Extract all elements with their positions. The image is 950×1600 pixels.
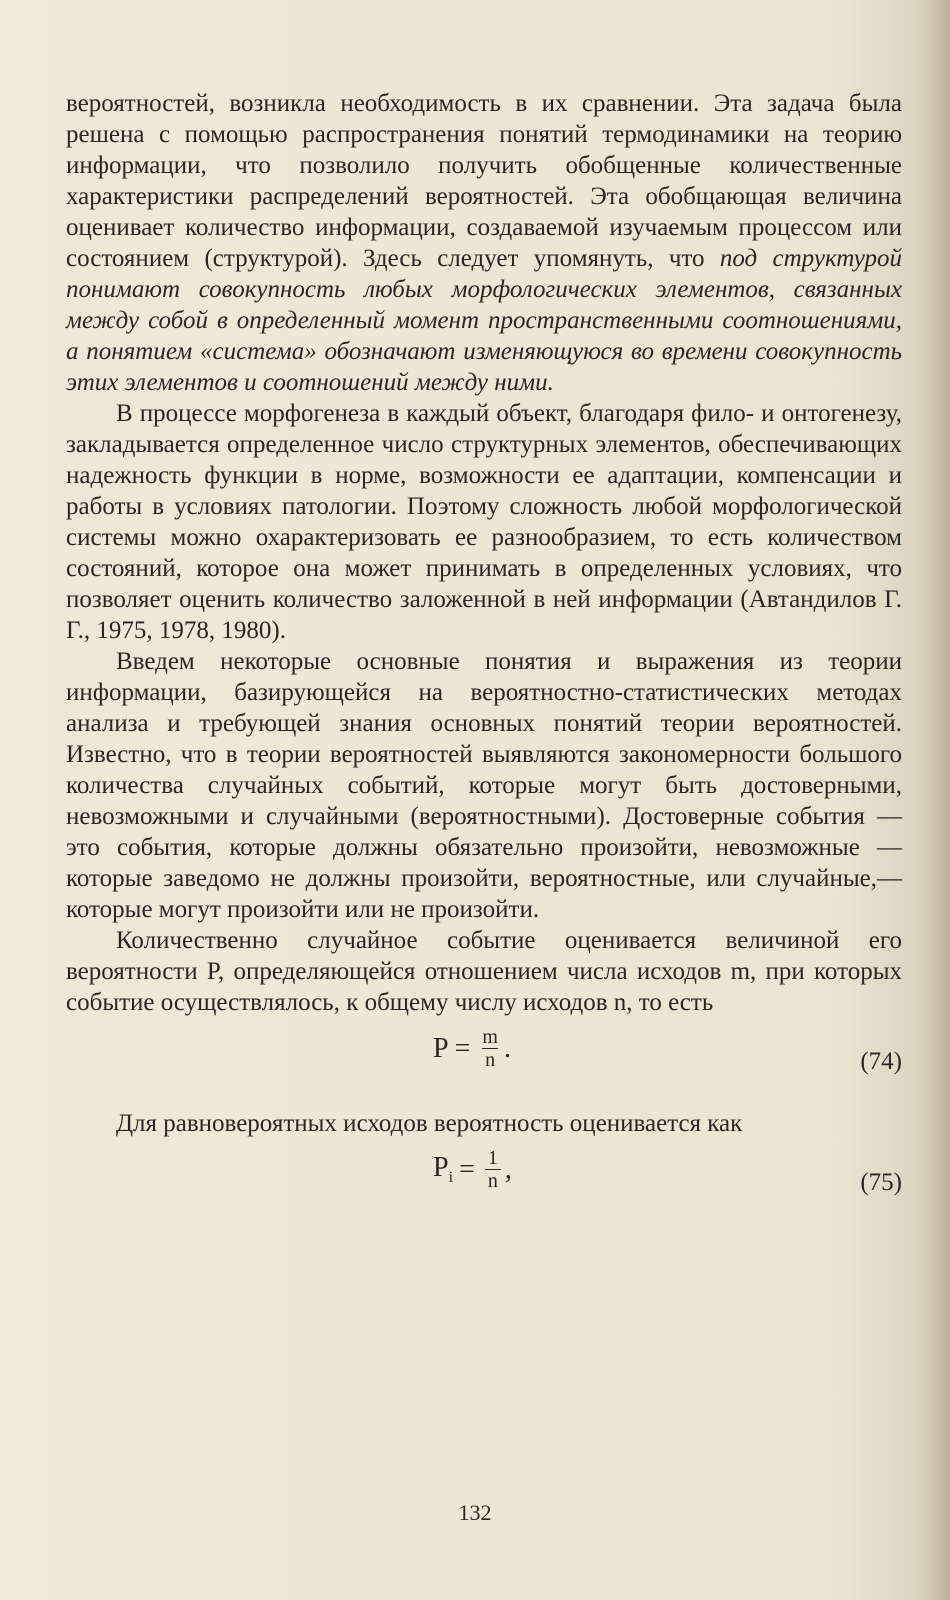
formula-74-numerator: m <box>482 1026 498 1048</box>
formula-74-tail: . <box>503 1032 511 1064</box>
paragraph-3: Введем некоторые основные понятия и выражения из теории информации, базирующейся на вероятностно-статистических методах анализа и требующей знания основных понятий теории вероятностей. Известно, что в теории вероятностей выявляются закономерности большого количества случайных событий, которые могут быть достоверными, невозможными и случайными (вероятностными). Достоверные события — это события, которые должны обязательно произойти, невозможные — которые заведомо не должны произойти, вероятностные, или случайные,— которые могут произойти или не произойти. <box>66 648 902 923</box>
paragraph-2: В процессе морфогенеза в каждый объект, благодаря фило- и онтогенезу, закладывается определенное число структурных элементов, обеспечивающих надежность функции в норме, возможности ее адаптации, компенсации и работы в условиях патологии. Поэтому сложность любой морфологической системы можно охарактеризовать ее разнообразием, то есть количеством состояний, которое она может принимать в определенных условиях, что позволяет оценить количество заложенной в ней информации (Автандилов Г. Г., 1975, 1978, 1980). <box>66 400 902 644</box>
page-text-block <box>66 88 902 1229</box>
formula-75-fraction <box>485 1147 501 1192</box>
page-number: 132 <box>458 1500 492 1525</box>
formula-74-equals: = <box>454 1032 471 1064</box>
formula-74-denominator: n <box>485 1049 496 1071</box>
paragraph-5: Для равновероятных исходов вероятность оценивается как <box>116 1110 743 1137</box>
formula-74-number: (74) <box>860 1048 902 1075</box>
paragraph-1-text: вероятностей, возникла необходимость в их сравнении. Эта задача была решена с помощью распространения понятий термодинамики на теорию информации, что позволило получить обобщенные количественные характеристики распределений вероятностей. Эта обобщающая величина оценивает количество информации, создаваемой изучаемым процессом или состоянием (структурой). Здесь следует упомянуть, что <box>66 90 902 272</box>
formula-75 <box>66 1139 902 1229</box>
formula-74-lhs: P <box>433 1032 449 1064</box>
page-edge-shadow <box>924 0 950 1600</box>
formula-75-denominator: n <box>487 1170 498 1192</box>
formula-74 <box>66 1018 902 1108</box>
formula-75-tail: , <box>504 1153 512 1185</box>
formula-75-numerator: 1 <box>487 1147 498 1169</box>
formula-75-lhs-subscript: i <box>448 1169 454 1186</box>
paragraph-1-definition: под структурой понимают совокупность любых морфологических элементов, связанных между собой в определенный момент пространственными соотношениями, а понятием «система» обозначают изменяющуюся во времени совокупность этих элементов и соотношений между ними. <box>66 245 903 396</box>
formula-75-expression <box>433 1147 512 1192</box>
formula-74-fraction <box>480 1026 500 1071</box>
paragraph-4: Количественно случайное событие оценивается величиной его вероятности P, определяющейся отношением числа исходов m, при которых событие осуществлялось, к общему числу исходов n, то есть <box>66 927 902 1016</box>
formula-75-equals: = <box>459 1153 475 1185</box>
paragraph-1 <box>66 88 902 398</box>
formula-75-lhs-symbol: P <box>433 1152 449 1183</box>
formula-75-lhs <box>433 1152 453 1187</box>
formula-74-expression <box>433 1026 511 1071</box>
formula-75-number: (75) <box>860 1169 902 1196</box>
